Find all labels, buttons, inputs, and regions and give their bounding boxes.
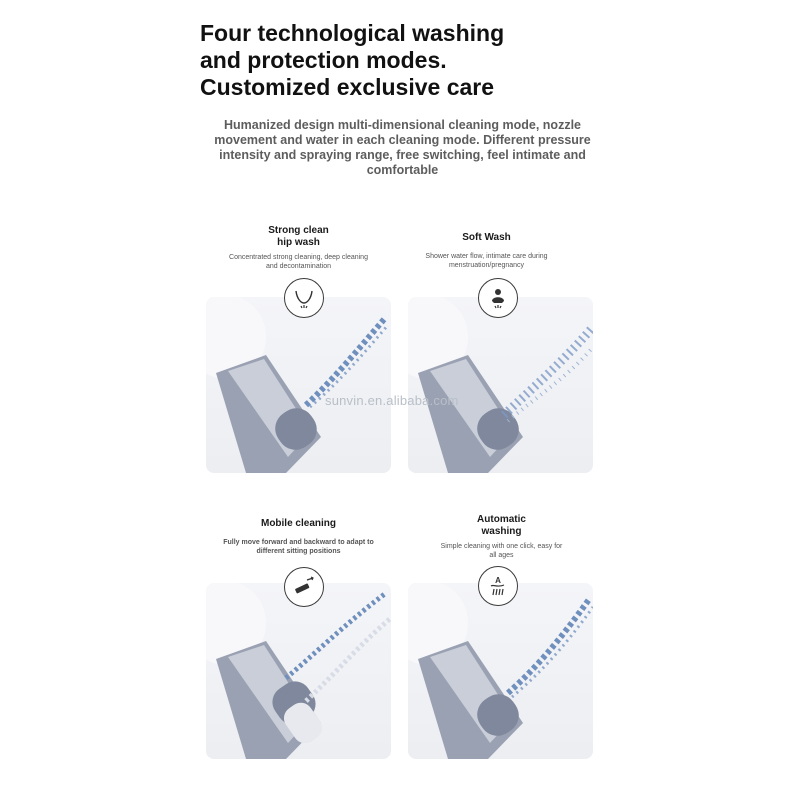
watermark: sunvin.en.alibaba.com	[325, 393, 459, 408]
mode-card-soft-wash	[389, 232, 584, 270]
mode-description: Fully move forward and backward to adapt to different sitting positions	[223, 539, 374, 555]
mode-title: Mobile cleaning	[260, 518, 336, 529]
mode-card-mobile-cleaning	[201, 518, 396, 556]
title-line-2: and protection modes.	[200, 47, 447, 73]
strong-clean-icon	[284, 278, 324, 318]
mode-title: Soft Wash	[462, 232, 511, 243]
product-image-strong-clean	[206, 297, 391, 473]
soft-wash-icon	[478, 278, 518, 318]
mode-title: Strong clean hip wash	[268, 225, 329, 248]
mobile-cleaning-icon	[284, 567, 324, 607]
page-title	[200, 20, 620, 101]
title-line-1: Four technological washing	[200, 20, 505, 46]
mode-card-automatic-washing	[404, 514, 599, 560]
mode-description: Simple cleaning with one click, easy for all ages	[440, 543, 563, 559]
mode-description: Shower water flow, intimate care during menstruation/pregnancy	[425, 253, 548, 269]
product-image-automatic-washing	[408, 583, 593, 759]
mode-title: Automatic washing	[477, 514, 526, 537]
intro-text: Humanized design multi-dimensional cleaning mode, nozzle movement and water in each cleaning mode. Different pressure intensity and spraying range, free switching, feel intimate and comfortable	[214, 118, 591, 177]
svg-text:A: A	[495, 576, 501, 585]
automatic-wash-icon	[478, 566, 518, 606]
mode-description: Concentrated strong cleaning, deep cleaning and decontamination	[229, 254, 368, 270]
product-image-soft-wash	[408, 297, 593, 473]
mode-card-strong-clean	[201, 225, 396, 271]
title-line-3: Customized exclusive care	[200, 74, 495, 100]
product-image-mobile-cleaning	[206, 583, 391, 759]
